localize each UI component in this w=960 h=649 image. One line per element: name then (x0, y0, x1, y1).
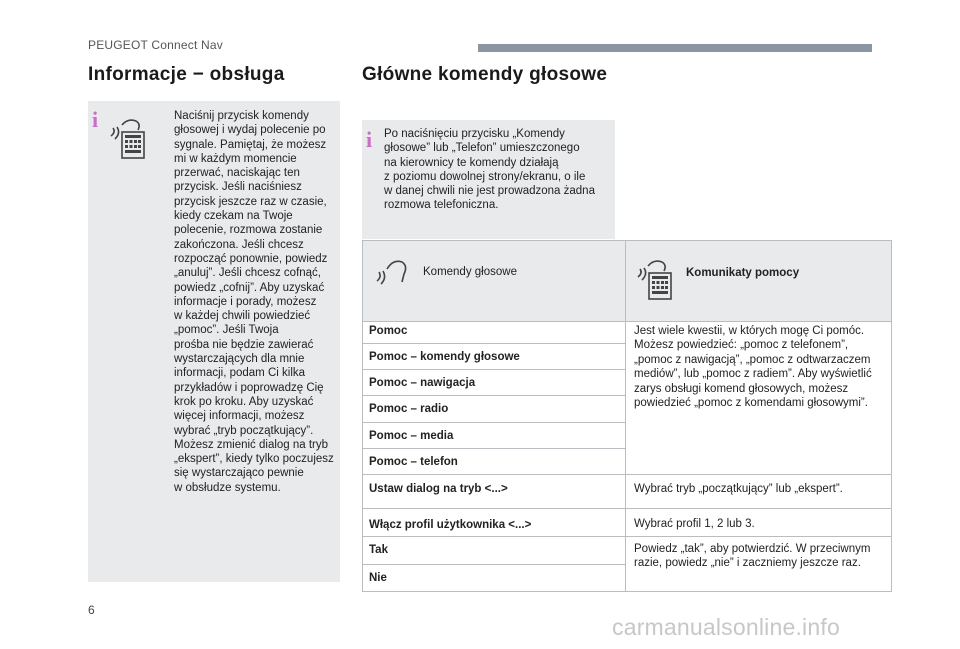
voice-icon (375, 257, 411, 294)
command-cell: Pomoc – nawigacja (369, 377, 476, 389)
table-rule (363, 422, 625, 423)
header-messages-label: Komunikaty pomocy (686, 267, 800, 279)
command-cell: Pomoc – komendy głosowe (369, 351, 520, 363)
table-rule (626, 474, 891, 475)
page-number: 6 (88, 603, 95, 617)
help-message-cell: Powiedz „tak”, aby potwierdzić. W przeciwnym razie, powiedz „nie” i zaczniemy jeszcze raz. (634, 543, 871, 570)
voice-and-keyboard-icon (108, 116, 150, 171)
table-rule (363, 508, 625, 509)
table-rule (626, 321, 891, 322)
help-messages-column (626, 240, 892, 592)
table-grid (363, 241, 625, 591)
command-cell: Ustaw dialog na tryb <...> (369, 483, 508, 495)
header-commands-label: Komendy głosowe (423, 266, 517, 278)
command-cell: Pomoc – telefon (369, 456, 458, 468)
command-cell: Pomoc – media (369, 430, 454, 442)
voice-commands-table (362, 240, 626, 592)
voice-keyboard-icon (636, 257, 676, 310)
manual-header-label: PEUGEOT Connect Nav (88, 38, 223, 52)
section-title-commands: Główne komendy głosowe (362, 64, 608, 85)
table-rule (626, 508, 891, 509)
info-commands-text: Po naciśnięciu przycisku „Komendy głosowe” lub „Telefon” umieszczonego na kierownicy te komendy działają z poziomu dowolnej strony/ekranu, o ile w danej chwili nie jest prowadzona żadna rozmowa telefoniczna. (384, 128, 595, 212)
table-rule (363, 536, 625, 537)
command-cell: Nie (369, 572, 387, 584)
table-rule (363, 321, 625, 322)
table-rule (626, 536, 891, 537)
command-cell: Pomoc – radio (369, 403, 449, 415)
help-message-cell: Jest wiele kwestii, w których mogę Ci pomóc. Możesz powiedzieć: „pomoc z telefonem”, „pomoc z nawigacją”, „pomoc z odtwarzaczem mediów”, lub „pomoc z radiem”. Aby wyświetlić zarys obsługi komend głosowych, możesz powiedzieć „pomoc z komendami głosowymi”. (634, 325, 872, 410)
info-box-usage (88, 101, 340, 582)
command-cell: Włącz profil użytkownika <...> (369, 519, 532, 531)
command-cell: Pomoc (369, 325, 408, 337)
watermark-text: carmanualsonline.info (612, 614, 840, 640)
table-rule (363, 395, 625, 396)
table-rule (363, 448, 625, 449)
info-box-commands (362, 120, 615, 239)
help-message-cell: Wybrać profil 1, 2 lub 3. (634, 518, 755, 530)
info-usage-text: Naciśnij przycisk komendy głosowej i wydaj polecenie po sygnale. Pamiętaj, że możesz mi w każdym momencie przerwać, naciskając ten przycisk. Jeśli naciśniesz przycisk jeszcze raz w czasie, kiedy czekam na Twoje polecenie, rozmowa zostanie zakończona. Jeśli chcesz rozpocząć ponownie, powiedz „anuluj”. Jeśli chcesz cofnąć, powiedz „cofnij”. Aby uzyskać informacje i porady, możesz w każdej chwili powiedzieć „pomoc”. Jeśli Twoja prośba nie będzie zawierać wystarczających dla mnie informacji, podam Ci kilka przykładów i poprowadzę Cię krok po kroku. Aby uzyskać więcej informacji, możesz wybrać „tryb początkujący”. Możesz zmienić dialog na tryb „ekspert”, kiedy tylko poczujesz się wystarczająco pewnie w obsłudze systemu. (174, 110, 334, 494)
table-rule (363, 564, 625, 565)
table-rule (363, 474, 625, 475)
section-title-info: Informacje − obsługa (88, 64, 285, 85)
table-rule (363, 369, 625, 370)
info-icon: i (366, 127, 373, 152)
header-accent-bar (478, 44, 872, 52)
command-cell: Tak (369, 544, 388, 556)
table-rule (363, 343, 625, 344)
info-icon: i (92, 107, 99, 132)
help-message-cell: Wybrać tryb „początkujący” lub „ekspert”. (634, 483, 843, 495)
